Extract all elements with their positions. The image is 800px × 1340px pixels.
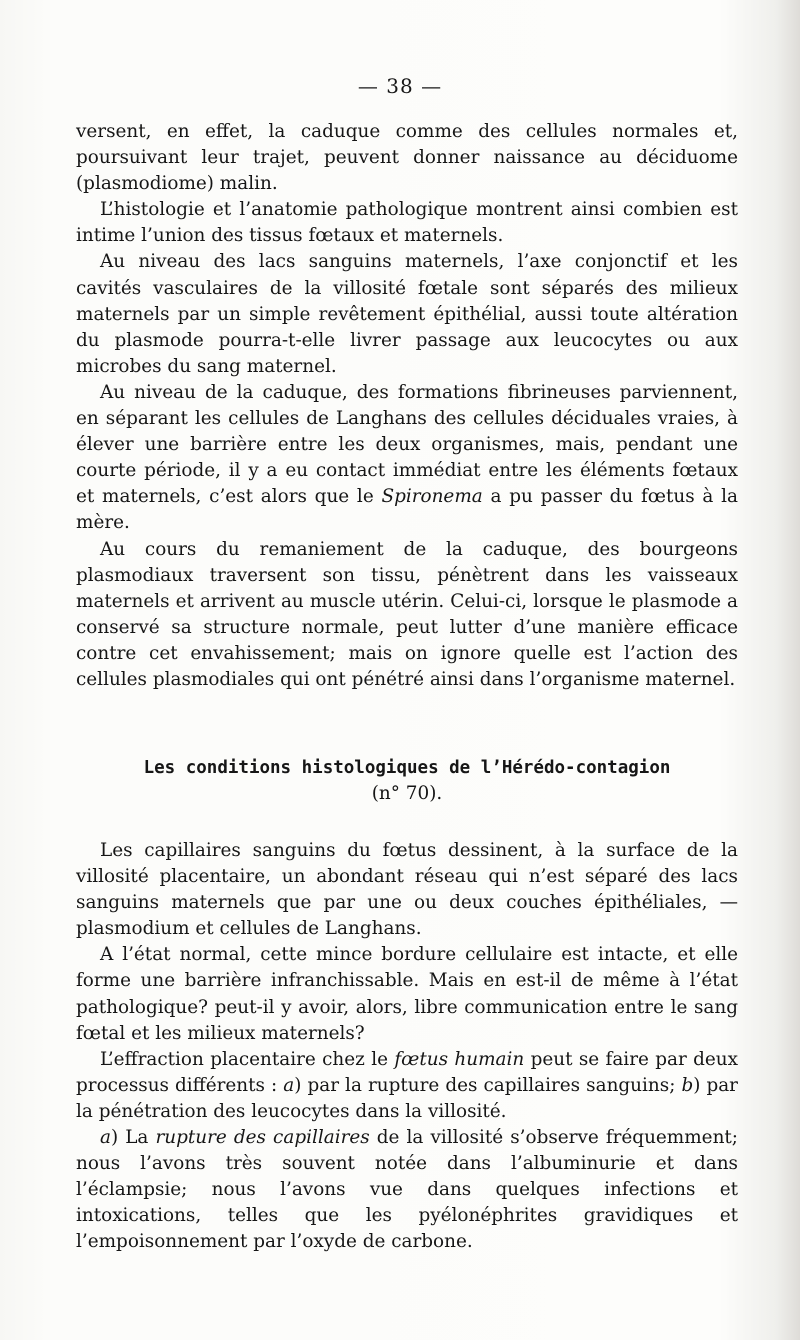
paragraph-normal-state: A l’état normal, cette mince bordure cellulaire est intacte, et elle forme une barrière infranchissable. Mais en est-il de même à l’état pathologique? peut-il y avoir, alors, libre communication entre le sang fœtal et les milieux maternels?	[76, 944, 738, 1044]
italic-term-foetus-humain: fœtus humain	[394, 1048, 525, 1070]
body-text-upper	[76, 119, 738, 693]
text-run: de la villosité s’observe fréquemment; nous l’avons très souvent notée dans l’albuminurie et dans l’éclampsie; nous l’avons vue dans quelques infections et intoxications, telles que les pyélonéphrites gravidiques et l’empoisonnement par l’oxyde de carbone.	[76, 1127, 738, 1253]
paragraph-rupture	[76, 1125, 738, 1255]
text-run: ) La	[110, 1127, 156, 1149]
text-run: ) par la pénétration des leucocytes dans la villosité.	[76, 1074, 738, 1122]
paragraph-remaniement: Au cours du remaniement de la caduque, des bourgeons plasmodiaux traversent son tissu, pénètrent dans les vaisseaux maternels et arrivent au muscle utérin. Celui-ci, lorsque le plasmode a conservé sa structure normale, peut lutter d’une manière efficace contre cet envahissement; mais on ignore quelle est l’action des cellules plasmodiales qui ont pénétré ainsi dans l’organisme maternel.	[76, 538, 738, 690]
text-run: a pu passer du fœtus à la mère.	[76, 486, 738, 534]
paragraph-capillaries: Les capillaires sanguins du fœtus dessinent, à la surface de la villosité placentaire, un abondant réseau qui n’est séparé des lacs sanguins maternels que par une ou deux couches épithéliales, — plasmodium et cellules de Langhans.	[76, 840, 738, 940]
text-run: ) par la rupture des capillaires sanguins;	[294, 1074, 682, 1096]
paragraph-effraction	[76, 1047, 738, 1125]
italic-term-spironema: Spironema	[381, 486, 483, 508]
section-title: Les conditions histologiques de l’Hérédo-contagion	[143, 758, 671, 778]
paragraph-blood-lakes: Au niveau des lacs sanguins maternels, l’axe conjonctif et les cavités vasculaires de la villosité fœtale sont séparés des milieux maternels par un simple revêtement épithélial, aussi toute altération du plasmode pourra-t-elle livrer passage aux leucocytes ou aux microbes du sang maternel.	[76, 251, 738, 377]
section-heading	[76, 755, 738, 807]
page-number: — 38 —	[357, 74, 443, 98]
list-marker-a: a	[100, 1127, 111, 1149]
text-run: L’effraction placentaire chez le	[100, 1048, 395, 1070]
list-marker-b: b	[681, 1074, 694, 1096]
italic-term-rupture: rupture des capillaires	[155, 1127, 370, 1149]
text-run: peut se faire par deux processus différents :	[76, 1048, 739, 1096]
list-marker-a: a	[283, 1074, 295, 1096]
section-reference: (n° 70).	[371, 783, 443, 804]
text-run: Au niveau de la caduque, des formations fibrineuses parviennent, en séparant les cellules de Langhans des cellules déciduales vraies, à élever une barrière entre les deux organismes, mais, pendant une courte période, il y a eu contact immédiat entre les éléments fœtaux et maternels, c’est alors que le	[76, 381, 738, 508]
paragraph-continuation: versent, en effet, la caduque comme des cellules normales et, poursuivant leur trajet, peuvent donner naissance au déciduome (plasmodiome) malin.	[76, 121, 738, 195]
paragraph-histology: L’histologie et l’anatomie pathologique montrent ainsi combien est intime l’union des tissus fœtaux et maternels.	[76, 199, 738, 247]
body-text-lower	[76, 838, 738, 1256]
paragraph-caduque	[76, 380, 738, 537]
